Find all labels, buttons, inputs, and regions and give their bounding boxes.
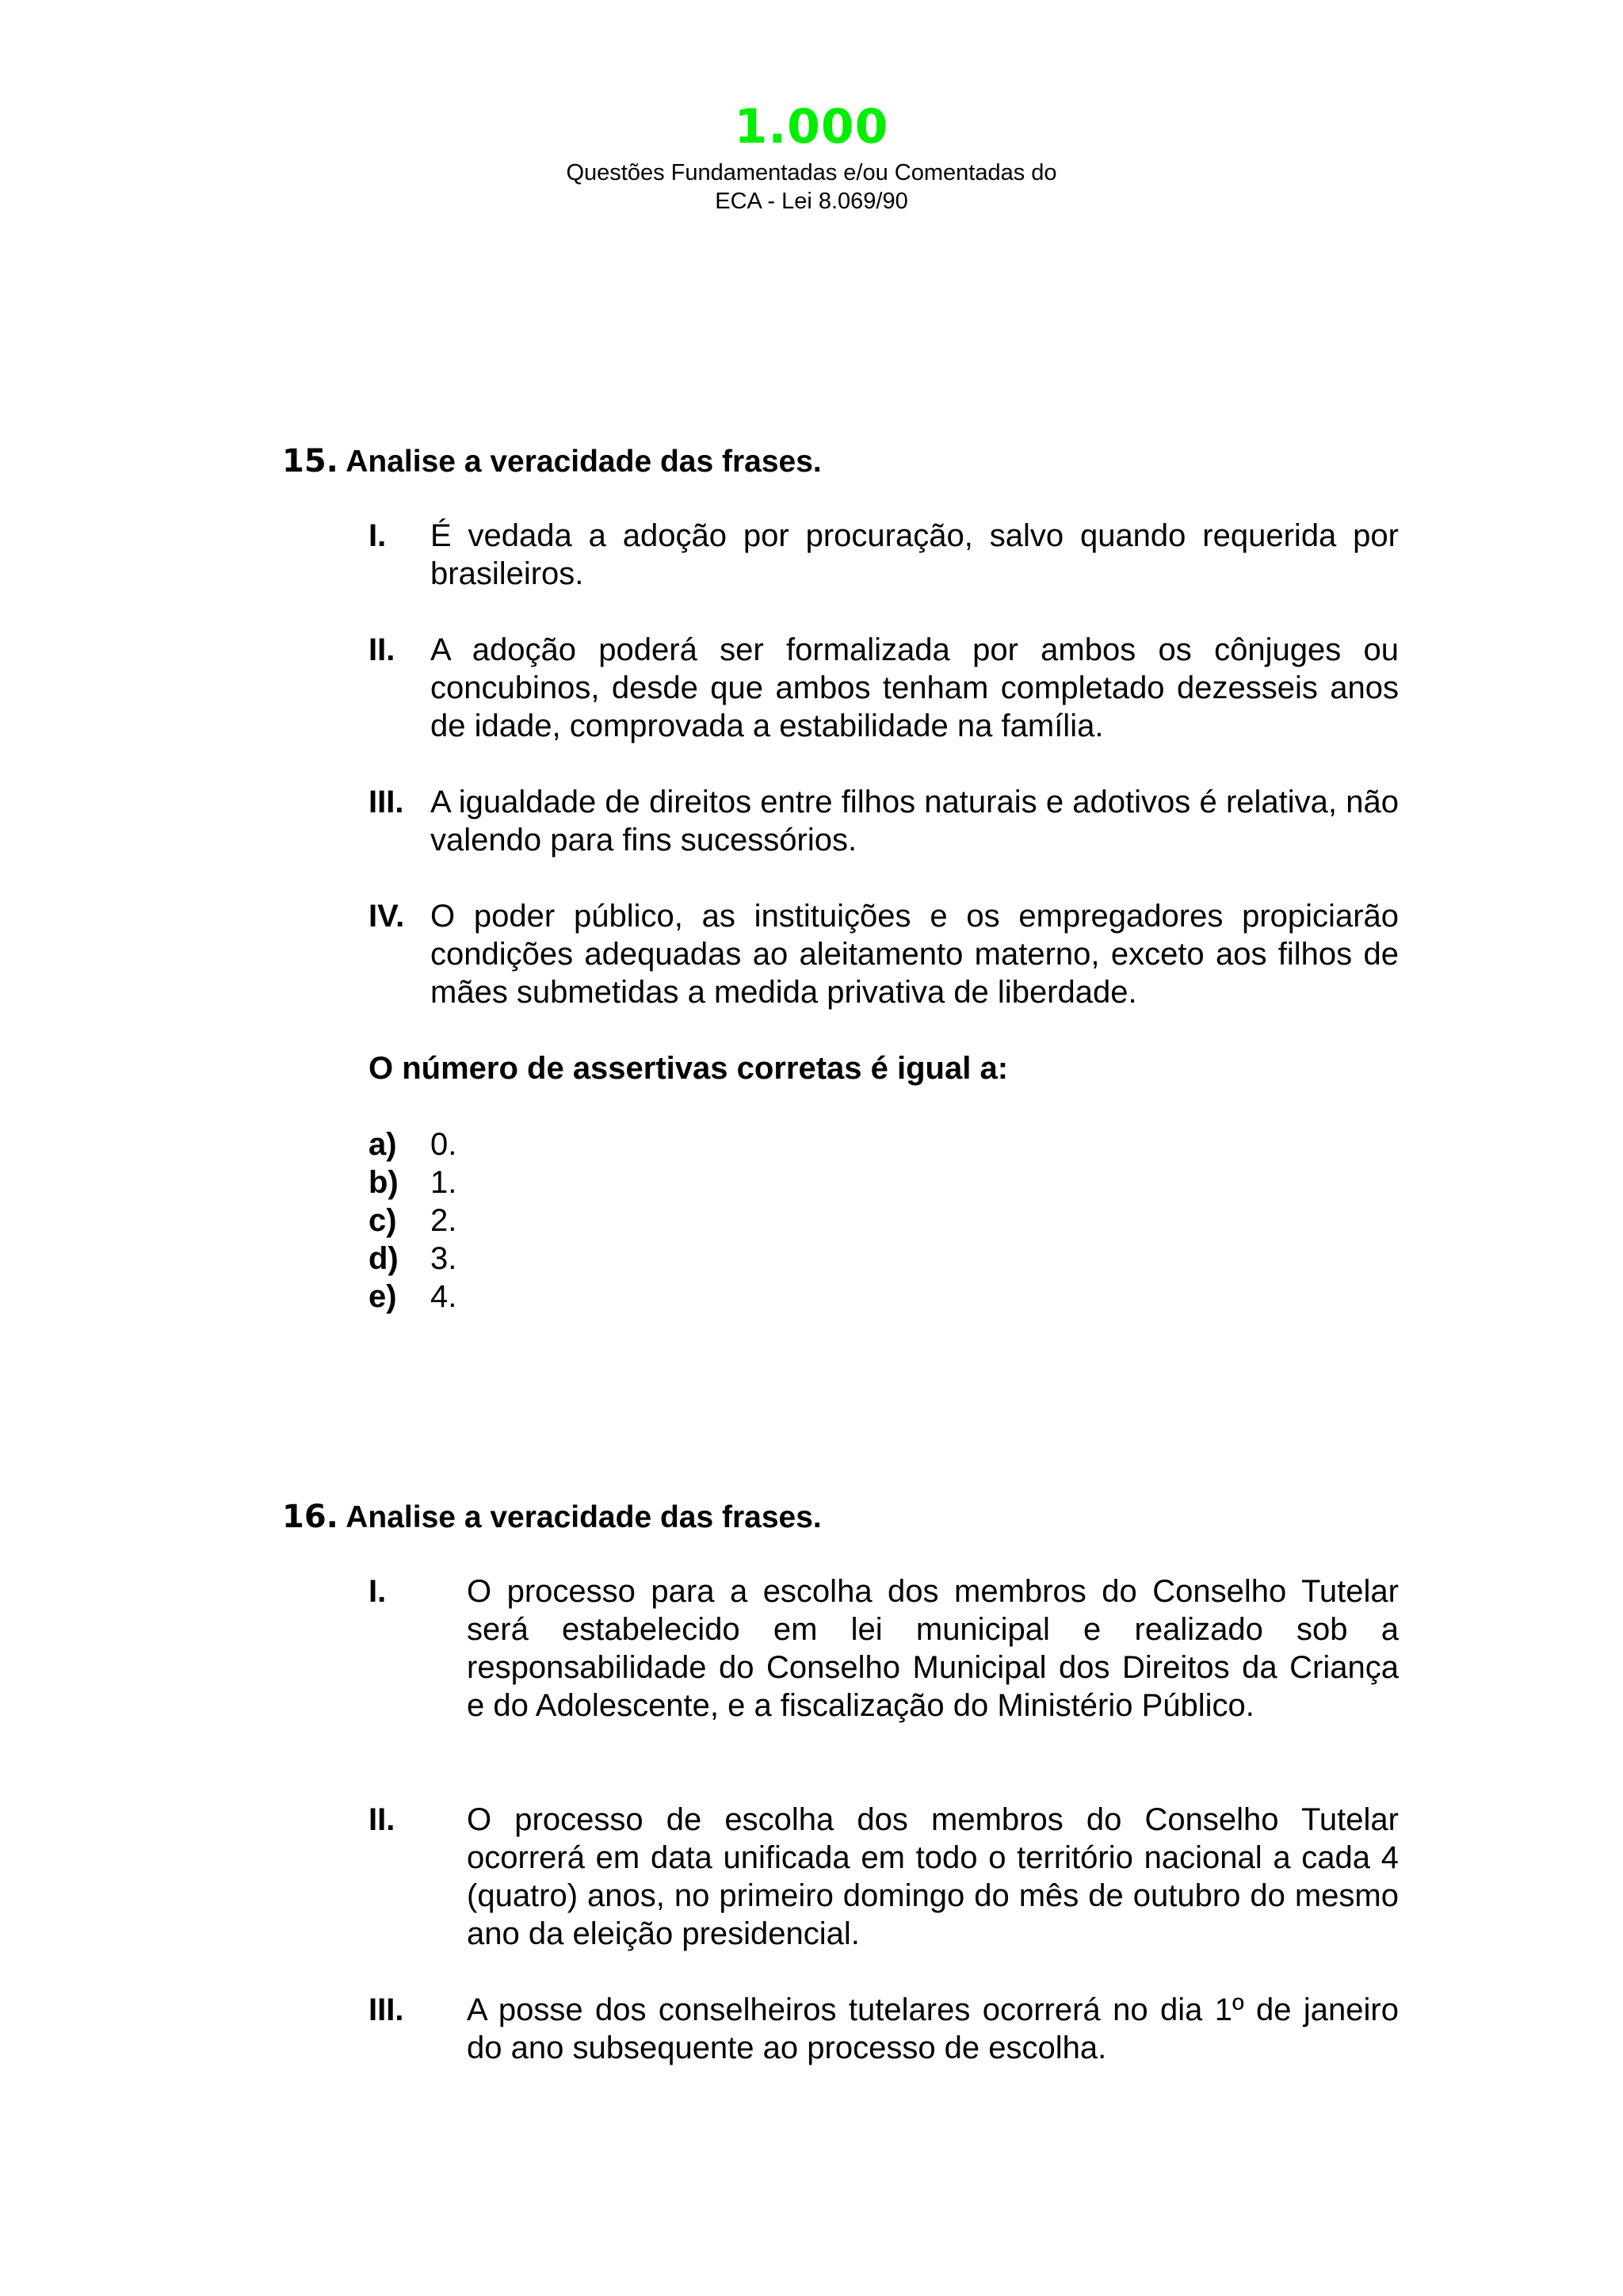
statement-text: É vedada a adoção por procuração, salvo quando requerida por brasileiros.: [430, 518, 1399, 591]
statement-item: [369, 1572, 1399, 1725]
question-number: 16.: [282, 1499, 338, 1535]
question-prompt: O número de assertivas corretas é igual a:: [369, 1051, 1009, 1086]
option-text: 2.: [430, 1203, 457, 1238]
statement-item: [369, 517, 1399, 593]
header-title: 1.000: [734, 99, 889, 155]
document-header: [0, 101, 1623, 216]
option-text: 1.: [430, 1165, 457, 1200]
question-title: [282, 1498, 1400, 1537]
question-16-heading: [282, 1498, 1400, 1537]
question-title-text: Analise a veracidade das frases.: [346, 445, 822, 479]
statement-item: [369, 631, 1399, 745]
header-subtitle-line2: ECA - Lei 8.069/90: [715, 189, 908, 214]
statement-numeral: III.: [369, 785, 404, 819]
statement-numeral: II.: [369, 632, 395, 667]
statement-text: O processo para a escolha dos membros do Conselho Tutelar será estabelecido em lei municipal e realizado sob a responsabilidade do Conselho Municipal dos Direitos da Criança e do Adolescente, e a fiscalização do Ministério Público.: [467, 1574, 1399, 1723]
option-letter: a): [369, 1127, 397, 1162]
option-text: 4.: [430, 1279, 457, 1314]
statement-text: A igualdade de direitos entre filhos naturais e adotivos é relativa, não valendo para fins sucessórios.: [430, 785, 1399, 858]
option-letter: b): [369, 1165, 399, 1200]
statement-item: [369, 897, 1399, 1011]
option-text: 3.: [430, 1241, 457, 1276]
question-15-heading: [282, 442, 1400, 481]
question-number: 15.: [282, 443, 338, 479]
statement-item: [369, 1991, 1399, 2067]
statement-numeral: II.: [369, 1802, 395, 1837]
statement-numeral: I.: [369, 1574, 387, 1609]
statement-numeral: I.: [369, 518, 387, 553]
option-text: 0.: [430, 1127, 457, 1162]
statement-numeral: III.: [369, 1992, 404, 2027]
option-letter: c): [369, 1203, 397, 1238]
statement-item: [369, 1801, 1399, 1953]
option-letter: d): [369, 1241, 399, 1276]
question-title-text: Analise a veracidade das frases.: [346, 1500, 822, 1534]
statement-text: O poder público, as instituições e os empregadores propiciarão condições adequadas ao aleitamento materno, exceto aos filhos de mães submetidas a medida privativa de liberdade.: [430, 899, 1399, 1010]
statement-text: A posse dos conselheiros tutelares ocorrerá no dia 1º de janeiro do ano subsequente ao processo de escolha.: [467, 1992, 1399, 2065]
statement-text: A adoção poderá ser formalizada por ambos os cônjuges ou concubinos, desde que ambos tenham completado dezesseis anos de idade, comprovada a estabilidade na família.: [430, 632, 1399, 743]
statement-text: O processo de escolha dos membros do Conselho Tutelar ocorrerá em data unificada em todo o território nacional a cada 4 (quatro) anos, no primeiro domingo do mês de outubro do mesmo ano da eleição presidencial.: [467, 1802, 1399, 1951]
statement-numeral: IV.: [369, 899, 405, 934]
question-title: [282, 442, 1400, 481]
statement-item: [369, 783, 1399, 859]
option-letter: e): [369, 1279, 397, 1314]
header-subtitle-line1: Questões Fundamentadas e/ou Comentadas do: [566, 160, 1057, 185]
